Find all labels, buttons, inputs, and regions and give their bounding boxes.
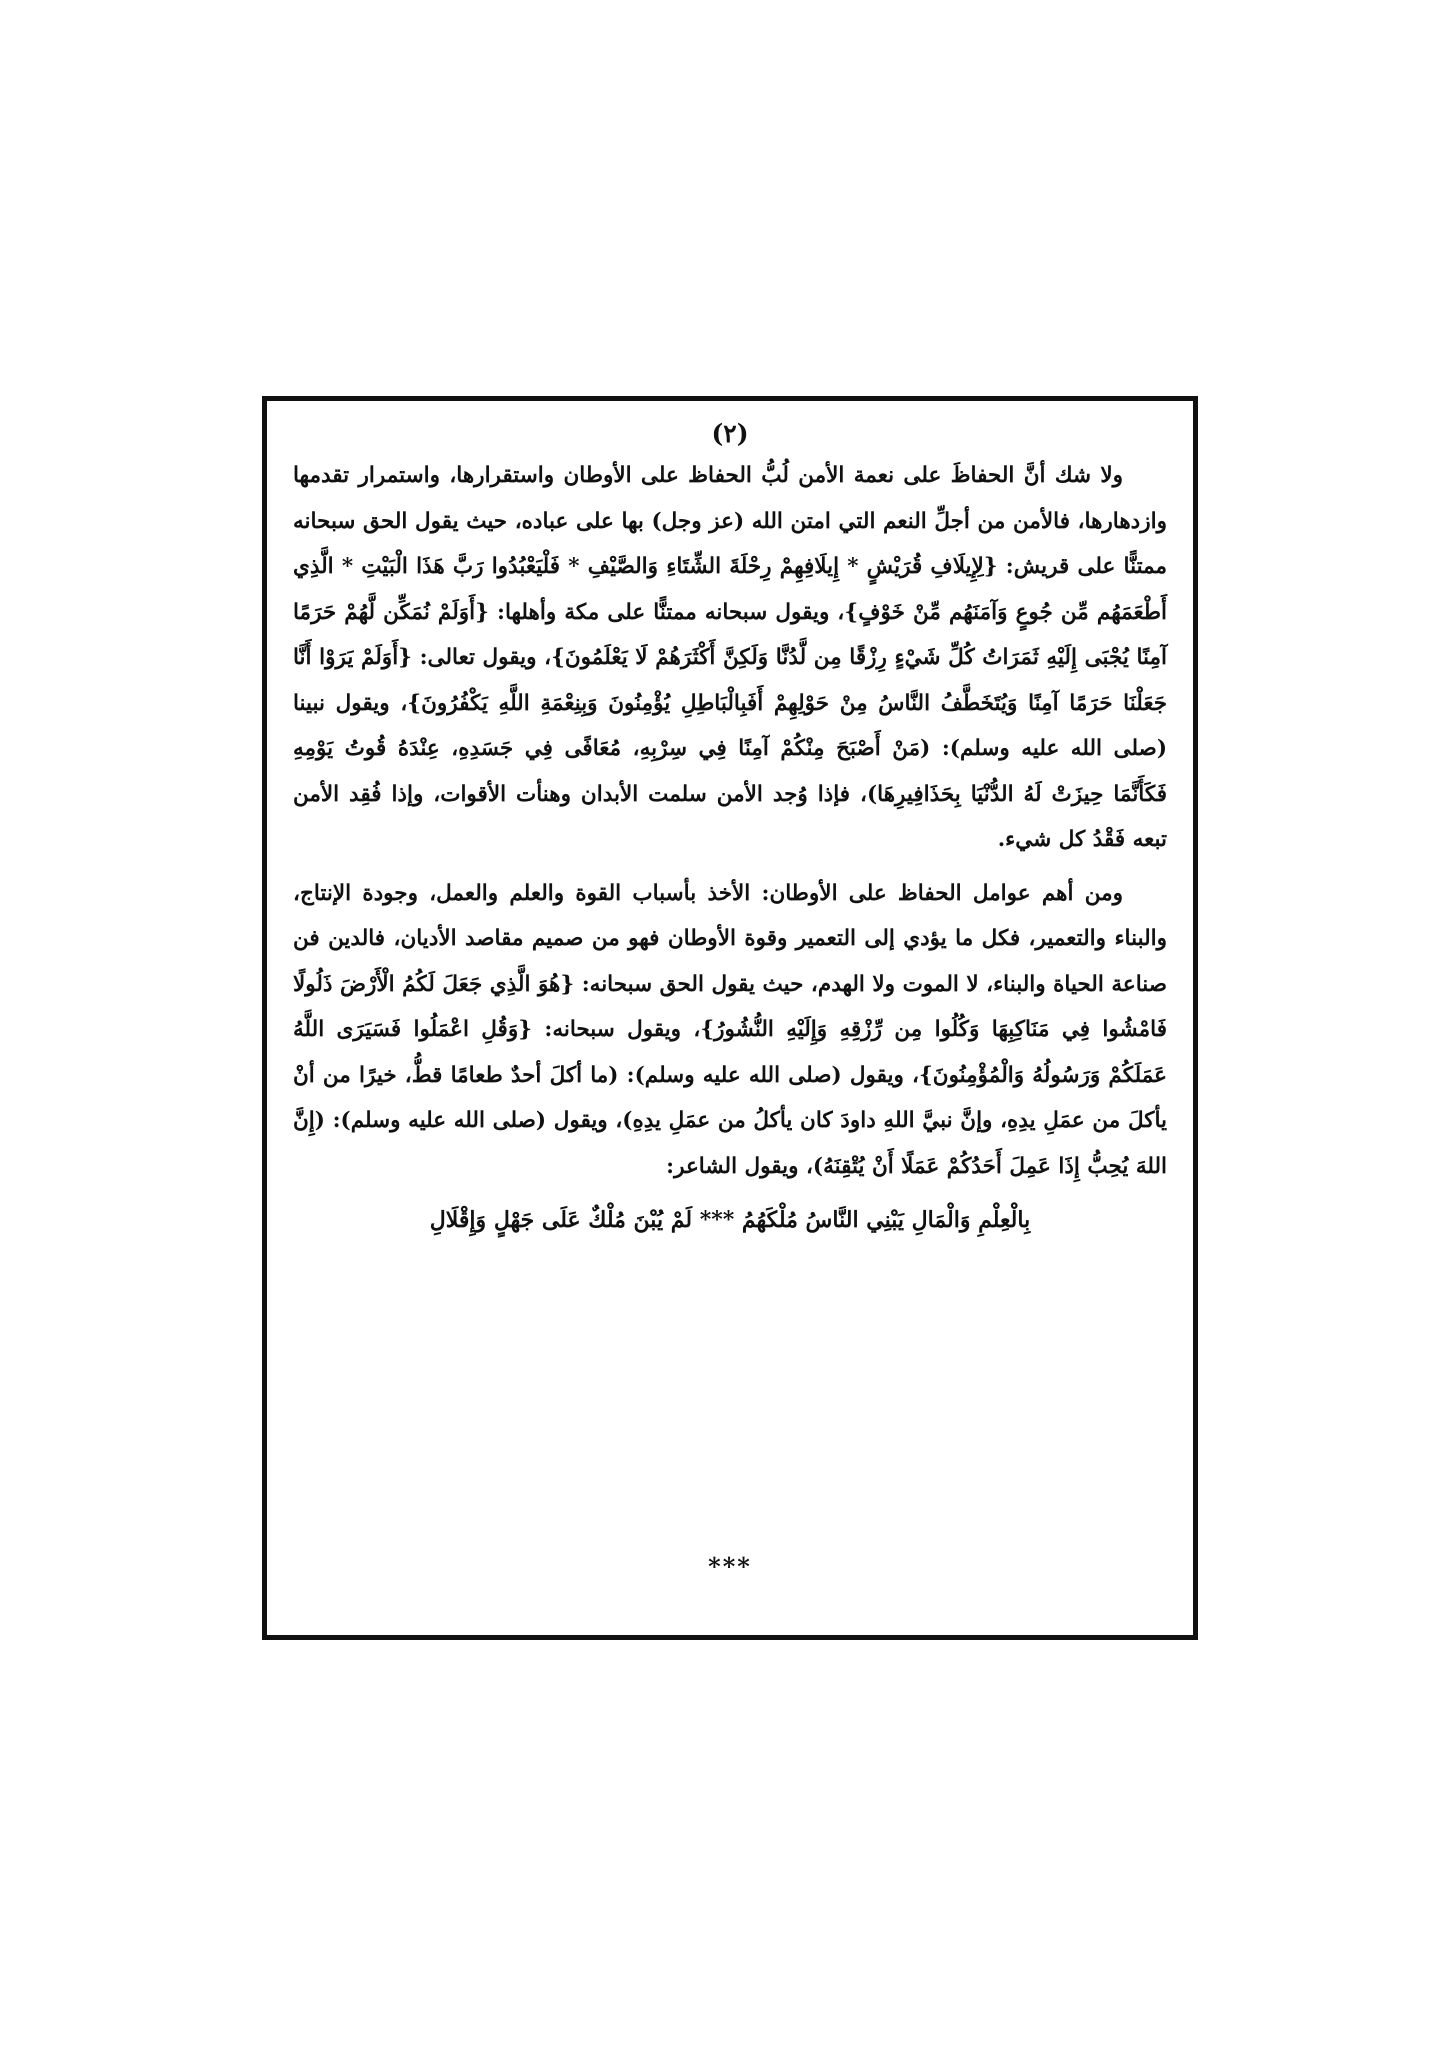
paragraph-security-blessing: ولا شك أنَّ الحفاظَ على نعمة الأمن لُبُّ الحفاظ على الأوطان واستقرارها، واستمرار تقدمها وازدهارها، فالأمن من أجلِّ النعم التي امتن الله (عز وجل) بها على عباده، حيث يقول الحق سبحانه ممتنًّا على قريش: {لِإِيلَافِ قُرَيْشٍ * إِيلَافِهِمْ رِحْلَةَ الشِّتَاءِ وَالصَّيْفِ * فَلْيَعْبُدُوا رَبَّ هَذَا الْبَيْتِ * الَّذِي أَطْعَمَهُم مِّن جُوعٍ وَآمَنَهُم مِّنْ خَوْفٍ}، ويقول سبحانه ممتنًّا على مكة وأهلها: {أَوَلَمْ نُمَكِّن لَّهُمْ حَرَمًا آمِنًا يُجْبَى إِلَيْهِ ثَمَرَاتُ كُلِّ شَيْءٍ رِزْقًا مِن لَّدُنَّا وَلَكِنَّ أَكْثَرَهُمْ لَا يَعْلَمُونَ}، ويقول تعالى: {أَوَلَمْ يَرَوْا أَنَّا جَعَلْنَا حَرَمًا آمِنًا وَيُتَخَطَّفُ النَّاسُ مِنْ حَوْلِهِمْ أَفَبِالْبَاطِلِ يُؤْمِنُونَ وَبِنِعْمَةِ اللَّهِ يَكْفُرُونَ}، ويقول نبينا (صلى الله عليه وسلم): (مَنْ أَصْبَحَ مِنْكُمْ آمِنًا فِي سِرْبِهِ، مُعَافًى فِي جَسَدِهِ، عِنْدَهُ قُوتُ يَوْمِهِ فَكَأَنَّمَا حِيزَتْ لَهُ الدُّنْيَا بِحَذَافِيرِهَا)، فإذا وُجد الأمن سلمت الأبدان وهنأت الأقوات، وإذا فُقِد الأمن تبعه فَقْدُ كل شيء. [293, 463, 1167, 852]
poem-verse: بِالْعِلْمِ وَالْمَالِ يَبْنِي النَّاسُ مُلْكَهُمُ *** لَمْ يُبْنَ مُلْكٌ عَلَى جَهْلٍ وَإِقْلَالِ [429, 1207, 1031, 1233]
page-frame [262, 396, 1198, 1640]
page-number: (٢) [711, 419, 749, 448]
document-body [293, 453, 1167, 1189]
paragraph-preserving-homelands: ومن أهم عوامل الحفاظ على الأوطان: الأخذ بأسباب القوة والعلم والعمل، وجودة الإنتاج، والبناء والتعمير، فكل ما يؤدي إلى التعمير وقوة الأوطان فهو من صميم مقاصد الأديان، فالدين فن صناعة الحياة والبناء، لا الموت ولا الهدم، حيث يقول الحق سبحانه: {هُوَ الَّذِي جَعَلَ لَكُمُ الْأَرْضَ ذَلُولًا فَامْشُوا فِي مَنَاكِبِهَا وَكُلُوا مِن رِّزْقِهِ وَإِلَيْهِ النُّشُورُ}، ويقول سبحانه: {وَقُلِ اعْمَلُوا فَسَيَرَى اللَّهُ عَمَلَكُمْ وَرَسُولُهُ وَالْمُؤْمِنُونَ}، ويقول (صلى الله عليه وسلم): (ما أكلَ أحدٌ طعامًا قطُّ، خيرًا من أنْ يأكلَ من عمَلِ يدِهِ، وإنَّ نبيَّ اللهِ داودَ كان يأكلُ من عمَلِ يدِهِ)، ويقول (صلى الله عليه وسلم): (إِنَّ اللهَ يُحِبُّ إِذَا عَمِلَ أَحَدُكُمْ عَمَلًا أَنْ يُتْقِنَهُ)، ويقول الشاعر: [293, 880, 1167, 1179]
end-mark: *** [708, 1552, 752, 1581]
